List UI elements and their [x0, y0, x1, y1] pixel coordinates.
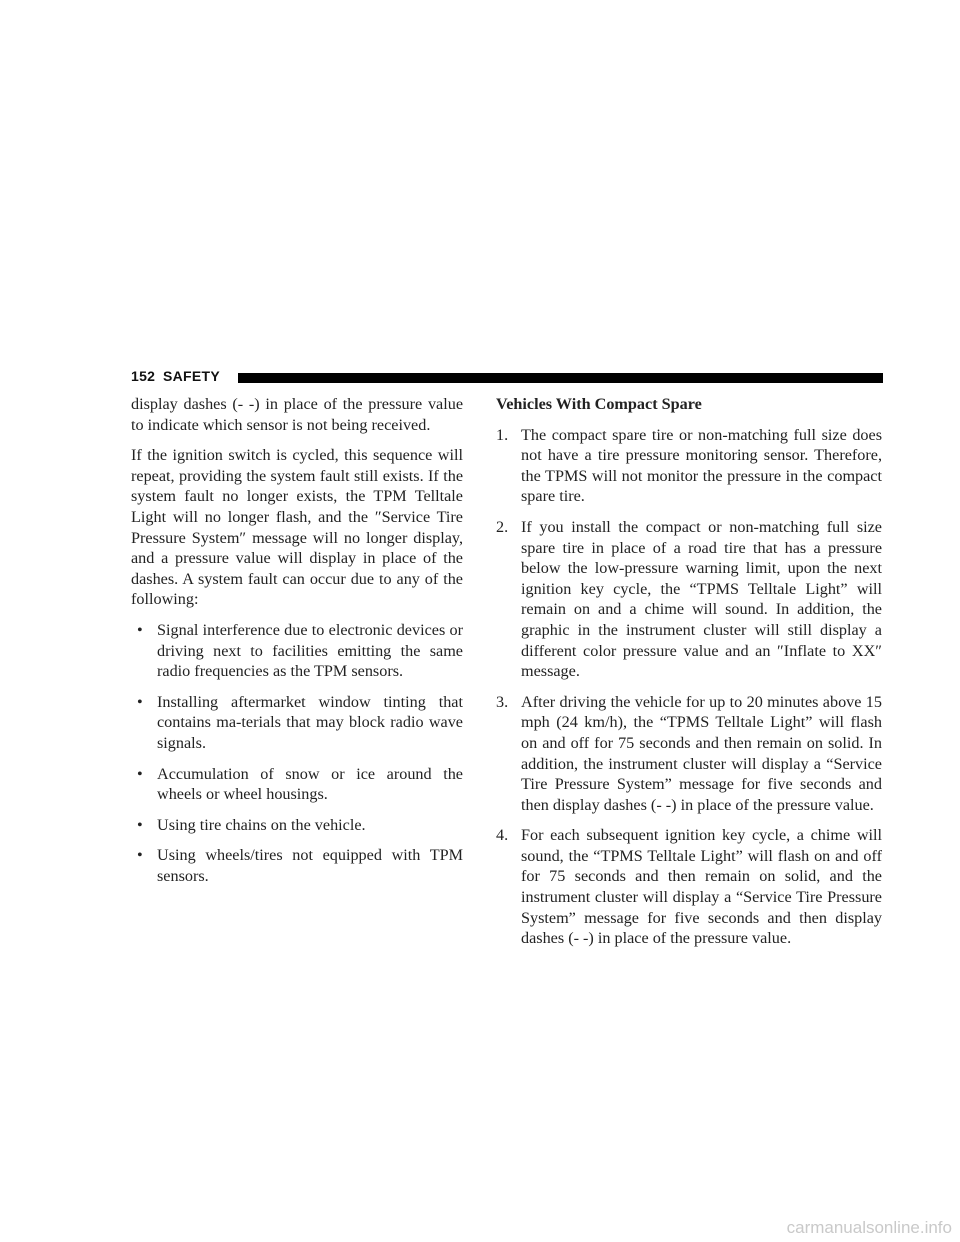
list-item-text: The compact spare tire or non-matching full size does not have a tire pressure monitoring sensor. Therefore, the TPMS will not monitor the pressure in the compact spare tire.: [521, 425, 882, 506]
page-header: [131, 366, 883, 386]
item-number: 2.: [496, 517, 509, 536]
list-item: [131, 764, 463, 805]
list-item-text: After driving the vehicle for up to 20 minutes above 15 mph (24 km/h), the “TPMS Telltale Light” will flash on and off for 75 seconds and then remain on solid. In addition, the instrument cluster will display a “Service Tire Pressure System” message for five seconds and then display dashes (- -) in place of the pressure value.: [521, 692, 882, 814]
list-item: [131, 620, 463, 682]
compact-spare-steps: [496, 425, 882, 949]
list-item-text: Using tire chains on the vehicle.: [157, 815, 366, 834]
list-item-text: Using wheels/tires not equipped with TPM sensors.: [157, 846, 463, 885]
list-item-text: Installing aftermarket window tinting that contains ma-terials that may block radio wave signals.: [157, 692, 463, 752]
list-item: [496, 825, 882, 949]
fault-causes-list: [131, 620, 463, 887]
list-item: [131, 815, 463, 836]
list-item: [496, 425, 882, 507]
section-title: SAFETY: [163, 368, 221, 384]
item-number: 3.: [496, 692, 509, 711]
bullet-icon: •: [137, 815, 143, 834]
watermark: carmanualsonline.info: [786, 1218, 952, 1237]
list-item: [496, 692, 882, 816]
section-heading: Vehicles With Compact Spare: [496, 395, 702, 413]
list-item: [496, 517, 882, 682]
header-rule: [238, 373, 883, 383]
item-number: 1.: [496, 425, 509, 444]
bullet-icon: •: [137, 764, 143, 783]
bullet-icon: •: [137, 620, 143, 639]
bullet-icon: •: [137, 692, 143, 711]
paragraph-system-fault: If the ignition switch is cycled, this sequence will repeat, providing the system fault still exists. If the system fault no longer exists, the TPM Telltale Light will no longer flash, and the ″Service Tire Pressure System″ message will no longer display, and a pressure value will display in place of the dashes. A system fault can occur due to any of the following:: [131, 446, 463, 609]
right-column: [496, 394, 882, 959]
bullet-icon: •: [137, 846, 143, 865]
list-item-text: Signal interference due to electronic devices or driving next to facilities emitting the same radio frequencies as the TPM sensors.: [157, 620, 463, 681]
list-item: [131, 692, 463, 754]
paragraph-continuation: display dashes (- -) in place of the pressure value to indicate which sensor is not being received.: [131, 395, 463, 434]
list-item-text: Accumulation of snow or ice around the wheels or wheel housings.: [157, 764, 463, 804]
page-number: 152: [131, 368, 156, 384]
list-item-text: For each subsequent ignition key cycle, a chime will sound, the “TPMS Telltale Light” will flash on and off for 75 seconds and then remain on solid, and the instrument cluster will display a “Service Tire Pressure System” message for five seconds and then display dashes (- -) in place of the pressure value.: [521, 826, 882, 948]
left-column: [131, 394, 463, 896]
list-item-text: If you install the compact or non-matching full size spare tire in place of a road tire that has a pressure below the low-pressure warning limit, upon the next ignition key cycle, the “TPMS Telltale Light” will remain on and a chime will sound. In addition, the graphic in the instrument cluster will still display a different color pressure value and an ″Inflate to XX″ message.: [521, 517, 882, 681]
item-number: 4.: [496, 826, 509, 845]
list-item: [131, 845, 463, 886]
